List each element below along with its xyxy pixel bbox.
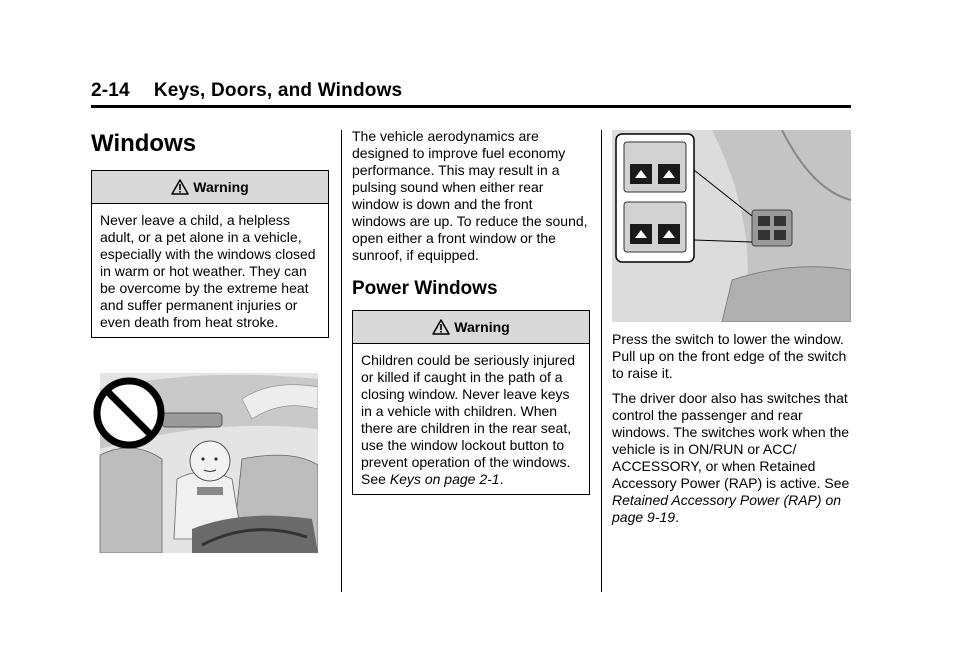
windows-heading: Windows xyxy=(91,130,197,157)
driver-door-text: The driver door also has switches that control the passenger and rear windows. The switches work when the vehicle is in ON/RUN or ACC/ ACCESSORY, or when Retained Accessory Power (RAP) is active. See xyxy=(612,390,850,491)
rap-page-reference[interactable]: Retained Accessory Power (RAP) on page 9-19 xyxy=(612,492,842,525)
warning-body xyxy=(353,344,589,494)
power-windows-heading: Power Windows xyxy=(352,278,498,299)
warning-box-child-alone xyxy=(91,170,329,338)
warning-body xyxy=(92,204,328,337)
aerodynamics-paragraph: The vehicle aerodynamics are designed to improve fuel economy performance. This may result in a pulsing sound when either rear window is down and the front windows are up. To reduce the sound, open either a front window or the sunroof, if equipped. xyxy=(352,128,588,263)
driver-door-paragraph xyxy=(612,390,852,526)
warning-text-end: . xyxy=(499,471,504,487)
warning-triangle-icon xyxy=(171,179,189,195)
page-header xyxy=(91,80,851,102)
warning-triangle-icon xyxy=(432,319,450,335)
column-divider-2 xyxy=(601,130,602,592)
warning-title: Warning xyxy=(454,319,510,335)
warning-header xyxy=(353,311,589,344)
header-text xyxy=(91,80,851,102)
warning-text xyxy=(361,352,581,488)
section-title: Keys, Doors, and Windows xyxy=(153,80,403,101)
column-3 xyxy=(612,331,852,534)
keys-page-reference[interactable]: Keys on page 2-1 xyxy=(389,471,500,487)
column-1 xyxy=(91,122,329,338)
column-divider-1 xyxy=(341,130,342,592)
warning-box-closing-window xyxy=(352,310,590,495)
window-switch-illustration xyxy=(612,130,851,322)
header-rule xyxy=(91,105,851,108)
press-switch-paragraph: Press the switch to lower the window. Pull up on the front edge of the switch to raise it. xyxy=(612,331,847,381)
child-in-car-illustration xyxy=(92,369,318,553)
warning-text-main: Children could be seriously injured or killed if caught in the path of a closing window. Never leave keys in a vehicle with children. When there are children in the rear seat, use the window lockout button to prevent operation of the windows. See xyxy=(361,352,576,487)
driver-door-text-end: . xyxy=(675,509,679,525)
warning-text: Never leave a child, a helpless adult, or a pet alone in a vehicle, especially with the windows closed in warm or hot weather. They can be overcome by the extreme heat and suffer permanent injuries or even death from heat stroke. xyxy=(100,212,316,330)
column-2 xyxy=(352,128,590,495)
page-number: 2-14 xyxy=(91,80,130,101)
warning-title: Warning xyxy=(193,179,249,195)
warning-header xyxy=(92,171,328,204)
